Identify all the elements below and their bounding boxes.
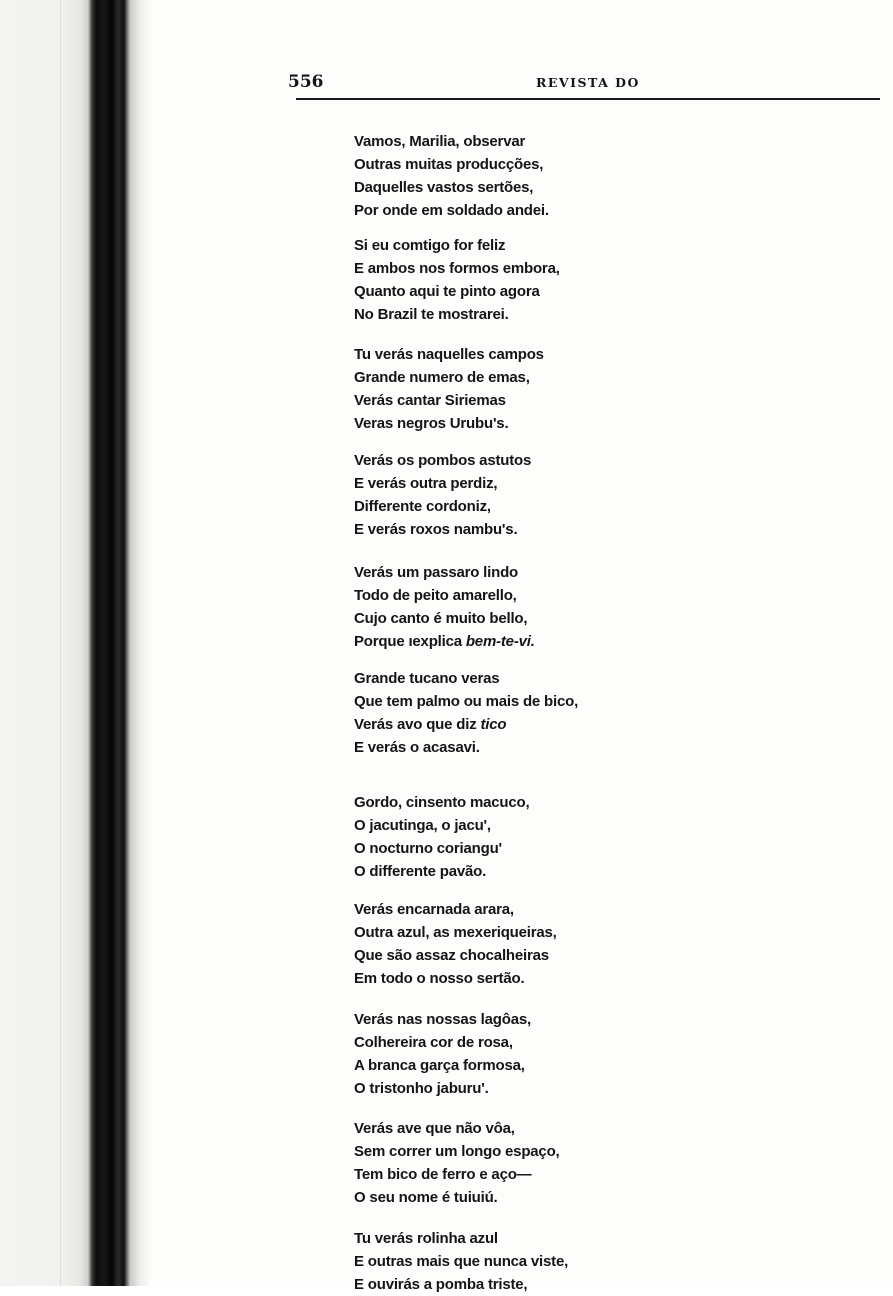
poem-line: Outras muitas producções, <box>354 156 544 173</box>
poem-line: O tristonho jaburu'. <box>354 1080 489 1097</box>
page-header <box>288 72 880 96</box>
poem-line: Que tem palmo ou mais de bico, <box>354 693 579 710</box>
poem-line: Tu verás rolinha azul <box>354 1230 498 1247</box>
book-gutter <box>0 0 150 1286</box>
poem-line: Verás os pombos astutos <box>354 452 532 469</box>
stanza-5 <box>354 561 535 653</box>
running-head: REVISTA DO <box>536 75 640 90</box>
poem-line: No Brazil te mostrarei. <box>354 306 509 323</box>
poem-line: E verás roxos nambu's. <box>354 521 518 538</box>
poem-line: Verás nas nossas lagôas, <box>354 1011 531 1028</box>
header-rule <box>296 98 880 100</box>
stanza-2 <box>354 234 560 326</box>
poem-line: Cujo canto é muito bello, <box>354 610 528 627</box>
stanza-3 <box>354 343 544 435</box>
poem-line-italic: tico <box>480 716 507 733</box>
stanza-6 <box>354 667 578 759</box>
poem-line: Veras negros Urubu's. <box>354 415 509 432</box>
poem-line-italic: bem-te-vi. <box>465 633 535 650</box>
poem-line: E outras mais que nunca viste, <box>354 1253 569 1270</box>
poem-line: Colhereira cor de rosa, <box>354 1034 513 1051</box>
poem-line: Si eu comtigo for feliz <box>354 237 506 254</box>
poem-line: Outra azul, as mexeriqueiras, <box>354 924 557 941</box>
poem-line: Sem correr um longo espaço, <box>354 1143 560 1160</box>
stanza-4 <box>354 449 531 541</box>
poem-line: Grande numero de emas, <box>354 369 530 386</box>
poem-line: O jacutinga, o jacu', <box>354 817 491 834</box>
poem-line: E verás o acasavi. <box>354 739 480 756</box>
poem-line: Grande tucano veras <box>354 670 500 687</box>
poem-line: O differente pavão. <box>354 863 487 880</box>
poem-line: E ouvirás a pomba triste, <box>354 1276 528 1293</box>
poem-line: Tu verás naquelles campos <box>354 346 544 363</box>
poem-line: Quanto aqui te pinto agora <box>354 283 540 300</box>
poem-line: O nocturno coriangu' <box>354 840 502 857</box>
poem-line: Tem bico de ferro e aço— <box>354 1166 532 1183</box>
poem-line-text: Porque ıexplica <box>354 633 466 650</box>
poem-line <box>354 713 578 736</box>
poem-line: Todo de peito amarello, <box>354 587 517 604</box>
poem-line: Que são assaz chocalheiras <box>354 947 549 964</box>
poem-line <box>354 630 535 653</box>
poem-line: E ambos nos formos embora, <box>354 260 560 277</box>
poem-line-text: Verás avo que diz <box>354 716 481 733</box>
stanza-1 <box>354 130 549 222</box>
stanza-10 <box>354 1117 560 1209</box>
poem-line: Em todo o nosso sertão. <box>354 970 525 987</box>
poem-line: Gordo, cinsento macuco, <box>354 794 530 811</box>
poem-line: Vamos, Marilia, observar <box>354 133 526 150</box>
stanza-9 <box>354 1008 531 1100</box>
poem-line: Daquelles vastos sertões, <box>354 179 534 196</box>
gutter-line <box>60 0 61 1286</box>
poem-line: O seu nome é tuiuiú. <box>354 1189 498 1206</box>
poem-line: Verás cantar Siriemas <box>354 392 506 409</box>
poem-line: Verás um passaro lindo <box>354 564 518 581</box>
poem-line: Verás ave que não vôa, <box>354 1120 515 1137</box>
stanza-8 <box>354 898 557 990</box>
stanza-7 <box>354 791 529 883</box>
page-number: 556 <box>288 72 324 92</box>
poem-line: E verás outra perdiz, <box>354 475 498 492</box>
poem-line: Verás encarnada arara, <box>354 901 514 918</box>
poem-line: Differente cordoniz, <box>354 498 491 515</box>
poem-line: A branca garça formosa, <box>354 1057 525 1074</box>
poem-line: Por onde em soldado andei. <box>354 202 549 219</box>
